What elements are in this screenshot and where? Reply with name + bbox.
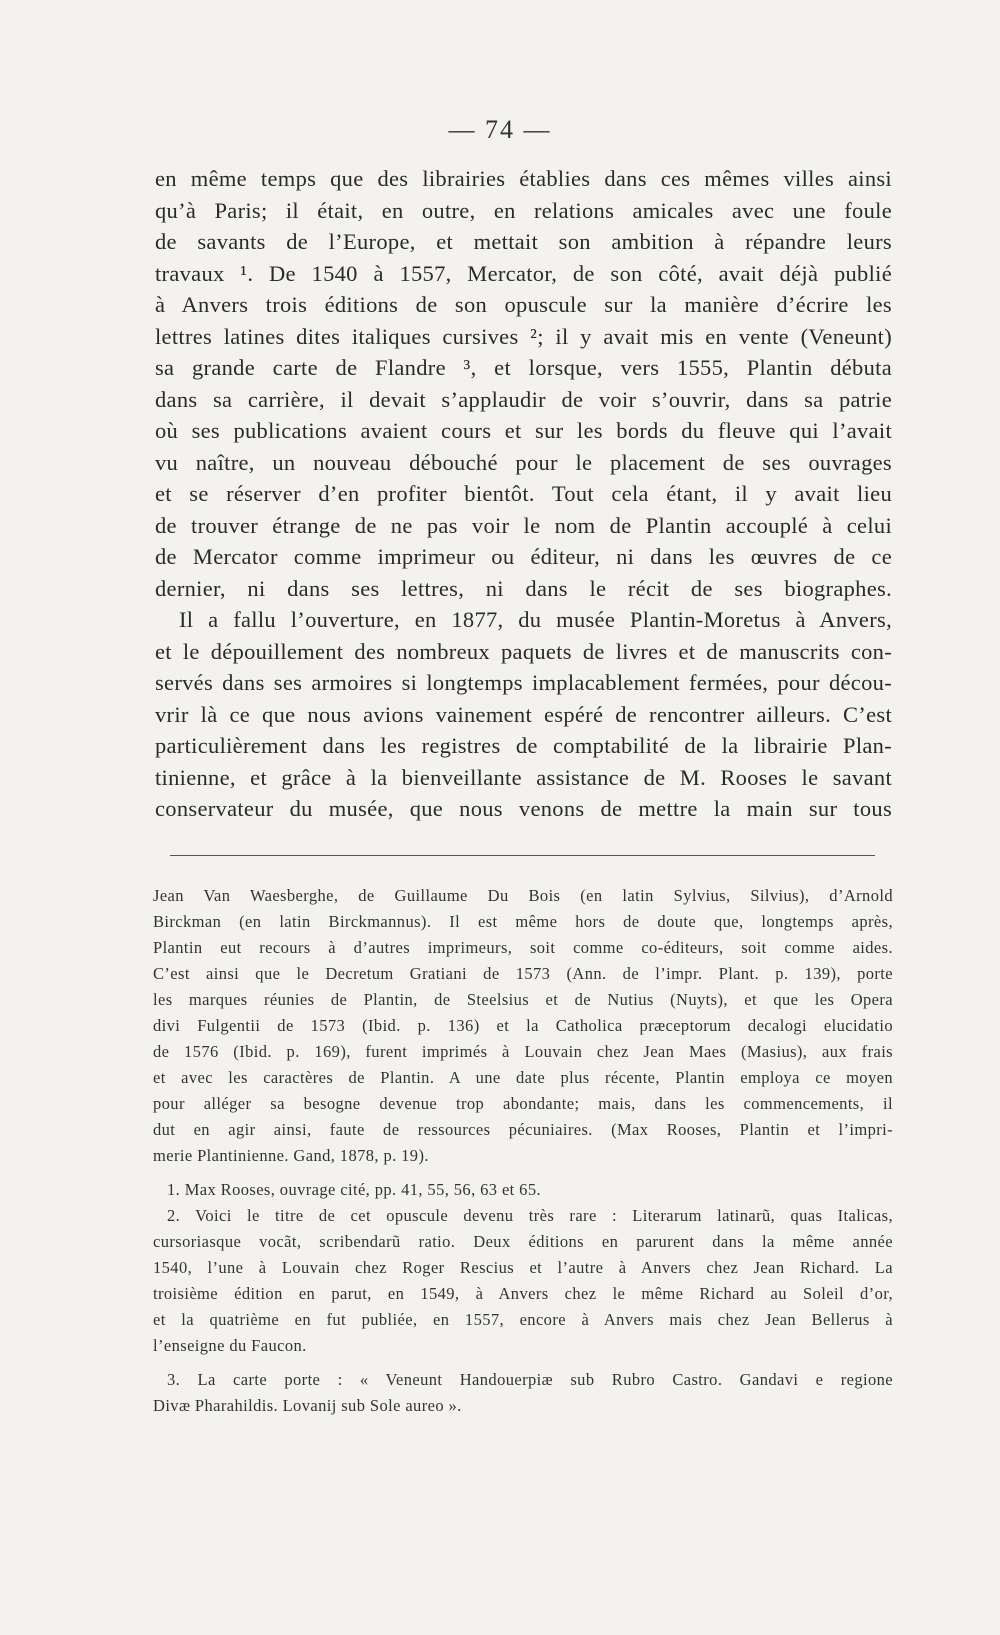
footnote-1: 1. Max Rooses, ouvrage cité, pp. 41, 55, 56, 63 et 65. bbox=[167, 1180, 542, 1199]
text-line: de savants de l’Europe, et mettait son ambition à répandre leurs bbox=[155, 229, 892, 254]
text-line: et le dépouillement des nombreux paquets de livres et de manuscrits con- bbox=[155, 638, 892, 664]
footnote-line: Birckman (en latin Birckmannus). Il est même hors de doute que, longtemps après, bbox=[153, 912, 893, 931]
main-text bbox=[155, 163, 892, 825]
footnote-3: 3. La carte porte : « Veneunt Handouerpiæ sub Rubro Castro. Gandavi e regione bbox=[167, 1370, 893, 1389]
footnotes bbox=[153, 883, 893, 1419]
page-number: — 74 — bbox=[448, 115, 552, 144]
text-line: vu naître, un nouveau débouché pour le placement de ses ouvrages bbox=[155, 449, 892, 475]
footnote-line: l’enseigne du Faucon. bbox=[153, 1336, 307, 1355]
text-line: qu’à Paris; il était, en outre, en relations amicales avec une foule bbox=[155, 197, 892, 223]
text-line: de trouver étrange de ne pas voir le nom de Plantin accouplé à celui bbox=[155, 512, 892, 538]
footnote-line: Plantin eut recours à d’autres imprimeurs, soit comme co-éditeurs, soit comme aides. bbox=[153, 938, 893, 957]
text-line: conservateur du musée, que nous venons de mettre la main sur tous bbox=[155, 796, 892, 821]
footnote-line: C’est ainsi que le Decretum Gratiani de 1573 (Ann. de l’impr. Plant. p. 139), porte bbox=[153, 964, 893, 983]
text-line: à Anvers trois éditions de son opuscule sur la manière d’écrire les bbox=[155, 292, 892, 317]
footnote-line: divi Fulgentii de 1573 (Ibid. p. 136) et la Catholica præceptorum decalogi elucidatio bbox=[153, 1016, 893, 1035]
footnote-line: Jean Van Waesberghe, de Guillaume Du Bois (en latin Sylvius, Silvius), d’Arnold bbox=[153, 886, 893, 905]
text-line: en même temps que des librairies établies dans ces mêmes villes ainsi bbox=[155, 166, 892, 191]
text-line: servés dans ses armoires si longtemps implacablement fermées, pour décou- bbox=[155, 670, 892, 695]
footnote-line: et avec les caractères de Plantin. A une date plus récente, Plantin employa ce moyen bbox=[153, 1068, 893, 1087]
text-line: dernier, ni dans ses lettres, ni dans le récit de ses biographes. bbox=[155, 575, 892, 601]
text-line: dans sa carrière, il devait s’applaudir de voir s’ouvrir, dans sa patrie bbox=[155, 386, 892, 412]
text-line: Il a fallu l’ouverture, en 1877, du musée Plantin-Moretus à Anvers, bbox=[179, 607, 892, 632]
text-line: sa grande carte de Flandre ³, et lorsque, vers 1555, Plantin débuta bbox=[155, 355, 892, 380]
footnote-line: merie Plantinienne. Gand, 1878, p. 19). bbox=[153, 1146, 429, 1165]
footnote-line: dut en agir ainsi, faute de ressources pécuniaires. (Max Rooses, Plantin et l’impri- bbox=[153, 1120, 893, 1139]
text-line: tinienne, et grâce à la bienveillante assistance de M. Rooses le savant bbox=[155, 764, 892, 790]
footnote-line: cursoriasque vocãt, scribendarũ ratio. Deux éditions en parurent dans la même année bbox=[153, 1232, 893, 1251]
footnote-separator bbox=[170, 855, 875, 856]
footnote-line: de 1576 (Ibid. p. 169), furent imprimés à Louvain chez Jean Maes (Masius), aux frais bbox=[153, 1042, 893, 1061]
footnote-2: 2. Voici le titre de cet opuscule devenu très rare : Literarum latinarũ, quas Italicas, bbox=[167, 1206, 893, 1225]
footnote-line: 1540, l’une à Louvain chez Roger Rescius et l’autre à Anvers chez Jean Richard. La bbox=[153, 1258, 893, 1277]
footnote-line: pour alléger sa besogne devenue trop abondante; mais, dans les commencements, il bbox=[153, 1094, 893, 1113]
text-line: travaux ¹. De 1540 à 1557, Mercator, de son côté, avait déjà publié bbox=[155, 260, 892, 286]
footnote-line: les marques réunies de Plantin, de Steelsius et de Nutius (Nuyts), et que les Opera bbox=[153, 990, 893, 1009]
text-line: où ses publications avaient cours et sur les bords du fleuve qui l’avait bbox=[155, 418, 892, 443]
text-line: particulièrement dans les registres de comptabilité de la librairie Plan- bbox=[155, 733, 892, 758]
footnote-line: troisième édition en parut, en 1549, à Anvers chez le même Richard au Soleil d’or, bbox=[153, 1284, 893, 1303]
text-line: et se réserver d’en profiter bientôt. Tout cela étant, il y avait lieu bbox=[155, 481, 892, 506]
footnote-line: Divæ Pharahildis. Lovanij sub Sole aureo ». bbox=[153, 1396, 462, 1415]
text-line: lettres latines dites italiques cursives ²; il y avait mis en vente (Veneunt) bbox=[155, 323, 892, 349]
text-line: vrir là ce que nous avions vainement espéré de rencontrer ailleurs. C’est bbox=[155, 701, 892, 727]
footnote-line: et la quatrième en fut publiée, en 1557, encore à Anvers mais chez Jean Bellerus à bbox=[153, 1310, 893, 1329]
text-line: de Mercator comme imprimeur ou éditeur, ni dans les œuvres de ce bbox=[155, 544, 892, 569]
